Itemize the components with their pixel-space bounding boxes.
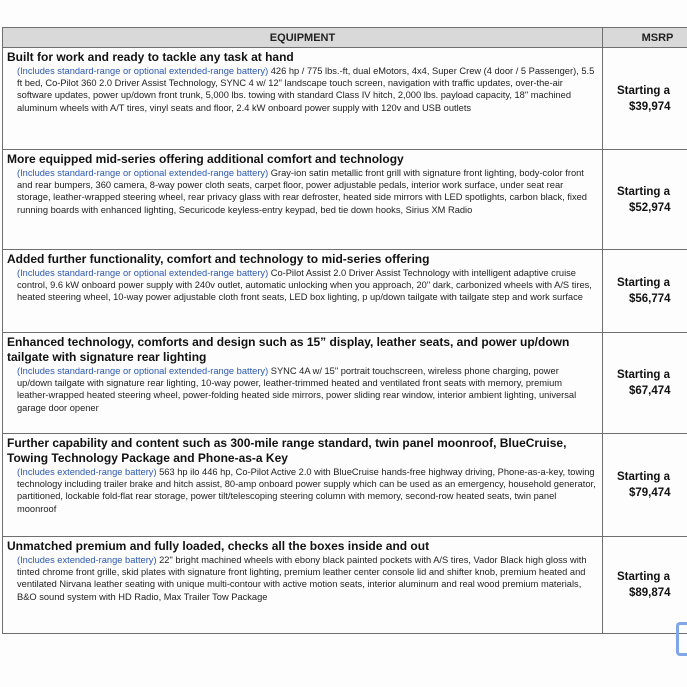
row-description [7, 267, 596, 304]
battery-note: (Includes standard-range or optional extended-range battery) [17, 366, 269, 376]
msrp-price: $52,974 [629, 201, 671, 214]
msrp-starting-label: Starting a [617, 369, 671, 381]
row-description [7, 65, 596, 114]
msrp-price: $56,774 [629, 293, 671, 305]
row-description [7, 554, 596, 603]
msrp-cell [603, 250, 687, 333]
feature-list: 563 hp ilo 446 hp, Co-Pilot Active 2.0 with BlueCruise hands-free highway driving, Phone-as-a-key, towing technology including trailer brake and hitch assist, 80-amp onboard power supply which can be used as an emergency, household generator, partitioned, lockable fold-flat rear storage, power tilt/telescoping steering column with memory, second-row heated seats, twin panel moonroof [17, 467, 596, 514]
table-row [3, 434, 687, 537]
equipment-cell [3, 434, 603, 537]
msrp-column-header: MSRP [603, 28, 687, 48]
msrp-price: $39,974 [629, 100, 671, 113]
table-header-row [3, 28, 687, 48]
msrp-starting-label: Starting a [617, 185, 671, 198]
equipment-cell [3, 537, 603, 634]
battery-note: (Includes standard-range or optional extended-range battery) [17, 66, 269, 76]
msrp-starting-label: Starting a [617, 571, 671, 583]
feature-list: SYNC 4A w/ 15" portrait touchscreen, wireless phone charging, power up/down tailgate with signature rear lighting, 10-way power, leather-trimmed heated and ventilated front seats with memory, premium leather-wrapped heated steering wheel, power-folding heated side mirrors, power sliding rear window, interior ambient lighting, universal garage door opener [17, 366, 577, 413]
row-title: Added further functionality, comfort and technology to mid-series offering [7, 252, 430, 266]
table-row [3, 333, 687, 434]
table-row [3, 150, 687, 250]
feature-list: Co-Pilot Assist 2.0 Driver Assist Technology with intelligent adaptive cruise control, 9.6 kW onboard power supply with 240v outlet, automatic unlocking when you approach, 20" dark, carbonized wheels with A/S tires, heated steering wheel, 10-way power adjustable cloth front seats, LED box lighting, p up/down tailgate with tailgate step and work surface [17, 268, 592, 303]
row-title: More equipped mid-series offering additional comfort and technology [7, 152, 404, 166]
battery-note: (Includes standard-range or optional extended-range battery) [17, 168, 269, 178]
msrp-starting-label: Starting a [617, 277, 671, 289]
equipment-column-header: EQUIPMENT [3, 28, 603, 48]
row-title: Enhanced technology, comforts and design such as 15” display, leather seats, and power up/down tailgate with signature rear lighting [7, 335, 570, 364]
table-row [3, 537, 687, 634]
feature-list: 426 hp / 775 lbs.-ft, dual eMotors, 4x4, Super Crew (4 door / 5 Passenger), 5.5 ft bed, Co-Pilot 360 2.0 Driver Assist Technology, SYNC 4 w/ 12" landscape touch screen, navigation with traffic updates, over-the-air software updates, power up/down front trunk, 5,000 lbs. towing with standard Class IV hitch, 2,000 lbs. payload capacity, 18" machined aluminum wheels with A/T tires, vinyl seats and floor, 2.4 kW onboard power supply with 120v and USB outlets [17, 66, 595, 113]
msrp-cell [603, 48, 687, 150]
corner-bracket-icon [676, 622, 687, 656]
msrp-cell [603, 150, 687, 250]
msrp-cell [603, 333, 687, 434]
msrp-price: $79,474 [629, 487, 671, 499]
equipment-cell [3, 333, 603, 434]
msrp-starting-label: Starting a [617, 84, 671, 97]
msrp-cell [603, 434, 687, 537]
trim-comparison-table [2, 27, 687, 634]
table-row [3, 48, 687, 150]
equipment-cell [3, 48, 603, 150]
msrp-cell [603, 537, 687, 634]
feature-list: Gray-ion satin metallic front grill with signature front lighting, body-color front and rear bumpers, 360 camera, 8-way power cloth seats, carpet floor, power adjustable pedals, interior work surface, under seat rear storage, leather-wrapped steering wheel, rear privacy glass with rear defroster, heated side mirrors with LED spotlights, carbon black, fixed running boards with enhanced lighting, Securicode keyless-entry keypad, bed tie down hooks, Sirius XM Radio [17, 168, 587, 215]
msrp-price: $89,874 [629, 587, 671, 599]
feature-list: 22" bright machined wheels with ebony black painted pockets with A/S tires, Vador Black high gloss with tinted chrome front grille, skid plates with signature front lighting, premium leather center console lid and shifter knob, premium heated and ventilated Nirvana leather seating with unique multi-contour with active motion seats, interior aluminum and real wood premium materials, B&O sound system with HD Radio, Max Trailer Tow Package [17, 555, 587, 602]
table-row [3, 250, 687, 333]
msrp-starting-label: Starting a [617, 471, 671, 483]
row-description [7, 466, 596, 515]
equipment-cell [3, 150, 603, 250]
equipment-msrp-table [2, 27, 687, 634]
msrp-price: $67,474 [629, 385, 671, 397]
battery-note: (Includes standard-range or optional extended-range battery) [17, 268, 269, 278]
equipment-cell [3, 250, 603, 333]
row-title: Further capability and content such as 300-mile range standard, twin panel moonroof, BlueCruise, Towing Technology Package and Phone-as-a Key [7, 436, 567, 465]
row-description [7, 167, 596, 216]
row-title: Built for work and ready to tackle any task at hand [7, 50, 294, 64]
row-title: Unmatched premium and fully loaded, checks all the boxes inside and out [7, 539, 430, 553]
battery-note: (Includes extended-range battery) [17, 467, 157, 477]
row-description [7, 365, 596, 414]
battery-note: (Includes extended-range battery) [17, 555, 157, 565]
